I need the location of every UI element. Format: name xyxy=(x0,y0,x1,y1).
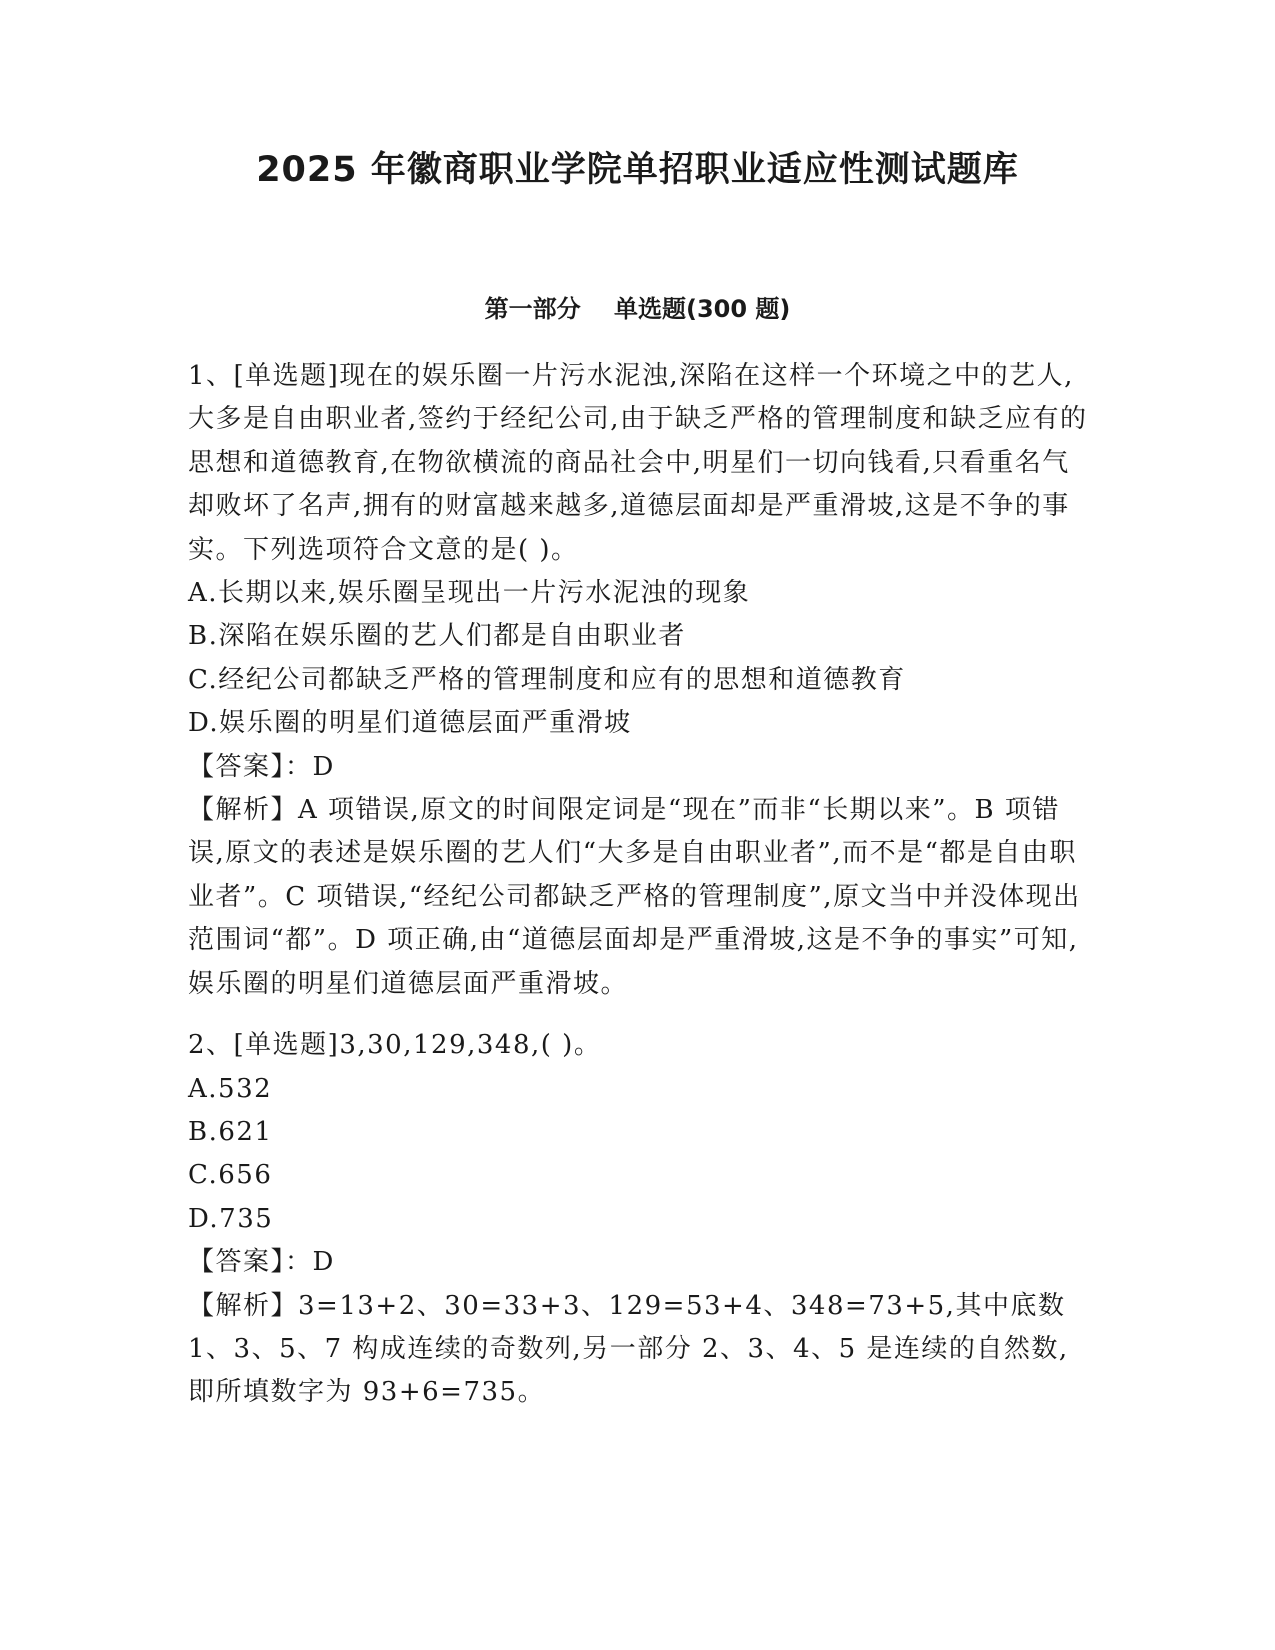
analysis-label: 【解析】 xyxy=(188,1290,299,1321)
option-d: D.735 xyxy=(188,1203,274,1234)
question-list xyxy=(188,355,1093,1415)
answer-value: ：D xyxy=(285,1247,335,1278)
analysis-text: 3=13+2、30=33+3、129=53+4、348=73+5,其中底数 1、3、5、7 构成连续的奇数列,另一部分 2、3、4、5 是连续的自然数,即所填数字为 93+6=735。 xyxy=(188,1290,1069,1408)
section-heading: 第一部分 单选题(300 题) xyxy=(484,295,791,323)
analysis-text: A 项错误,原文的时间限定词是“现在”而非“长期以来”。B 项错误,原文的表述是娱乐圈的艺人们“大多是自由职业者”,而不是“都是自由职业者”。C 项错误,“经纪公司都缺乏严格的管理制度”,原文当中并没体现出范围词“都”。D 项正确,由“道德层面却是严重滑坡,这是不争的事实”可知,娱乐圈的明星们道德层面严重滑坡。 xyxy=(188,795,1081,999)
option-c: C.经纪公司都缺乏严格的管理制度和应有的思想和道德教育 xyxy=(188,664,906,695)
analysis-line xyxy=(188,789,1093,1006)
document-title: 2025 年徽商职业学院单招职业适应性测试题库 xyxy=(256,150,1019,190)
analysis-line xyxy=(188,1285,1093,1415)
question-stem: 1、[单选题]现在的娱乐圈一片污水泥浊,深陷在这样一个环境之中的艺人,大多是自由职业者,签约于经纪公司,由于缺乏严格的管理制度和缺乏应有的思想和道德教育,在物欲横流的商品社会中,明星们一切向钱看,只看重名气却败坏了名声,拥有的财富越来越多,道德层面却是严重滑坡,这是不争的事实。下列选项符合文意的是( )。 xyxy=(188,361,1088,565)
answer-line xyxy=(188,1241,1093,1284)
option-c: C.656 xyxy=(188,1160,273,1191)
question-item xyxy=(188,355,1093,1006)
option-d: D.娱乐圈的明星们道德层面严重滑坡 xyxy=(188,708,632,739)
option-b: B.深陷在娱乐圈的艺人们都是自由职业者 xyxy=(188,621,686,652)
question-item xyxy=(188,1024,1093,1415)
analysis-label: 【解析】 xyxy=(188,795,299,826)
option-a: A.532 xyxy=(188,1073,273,1104)
answer-line xyxy=(188,746,1093,789)
answer-value: ：D xyxy=(285,751,335,782)
option-a: A.长期以来,娱乐圈呈现出一片污水泥浊的现象 xyxy=(188,578,751,609)
question-stem: 2、[单选题]3,30,129,348,( )。 xyxy=(188,1030,602,1061)
option-b: B.621 xyxy=(188,1116,273,1147)
answer-label: 【答案】 xyxy=(188,751,286,782)
answer-label: 【答案】 xyxy=(188,1247,286,1278)
